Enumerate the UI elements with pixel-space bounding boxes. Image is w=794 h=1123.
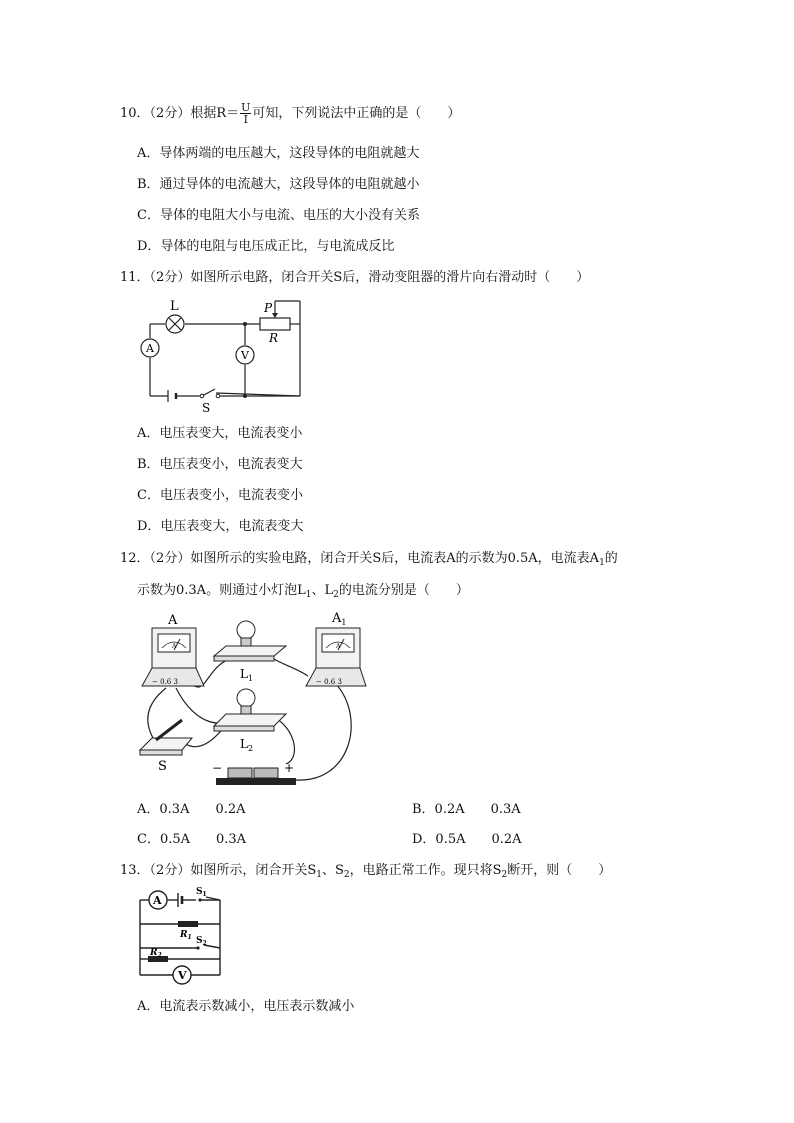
q12-stem-line1: 12．（2分）如图所示的实验电路，闭合开关S后，电流表A的示数为0.5A，电流表$A_1$的: [120, 551, 618, 568]
svg-text:− 0.6 3: − 0.6 3: [316, 678, 342, 686]
switch-s-label: S: [158, 759, 167, 774]
s2-label: $S_2$: [196, 936, 207, 947]
formula-fraction: $\frac{U}{I}$: [241, 101, 251, 126]
q10-option-b[interactable]: B．通过导体的电流越大，这段导体的电阻就越小: [137, 177, 420, 192]
q11-option-a[interactable]: A．电压表变大，电流表变小: [137, 426, 303, 441]
q11-circuit-diagram: [130, 296, 310, 416]
q11-option-d[interactable]: D．电压表变大，电流表变大: [137, 519, 304, 534]
ammeter-a1-label: $A_1$: [332, 611, 347, 627]
q11-option-c[interactable]: C．电压表变小，电流表变小: [137, 488, 303, 503]
battery-plus: +: [284, 761, 295, 775]
ammeter-label: A: [153, 894, 162, 907]
q11-option-b[interactable]: B．电压表变小，电流表变大: [137, 457, 303, 472]
q12-option-a[interactable]: A．0.3A 0.2A: [137, 802, 246, 817]
battery-minus: −: [212, 761, 223, 775]
q11-stem: 11．（2分）如图所示电路，闭合开关S后，滑动变阻器的滑片向右滑动时（ ）: [120, 270, 590, 285]
ammeter-a-label: A: [168, 613, 178, 628]
switch-label: S: [202, 401, 211, 415]
q12-stem-line2: 示数为0.3A。则通过小灯泡$L_1$、$L_2$的电流分别是（ ）: [137, 583, 469, 600]
voltmeter-label: V: [241, 349, 249, 362]
q12-option-c[interactable]: C．0.5A 0.3A: [137, 832, 247, 847]
q13-stem: 13．（2分）如图所示，闭合开关$S_1$、$S_2$，电路正常工作。现只将$S_2$断开，则（ ）: [120, 863, 612, 880]
q10-option-d[interactable]: D．导体的电阻与电压成正比，与电流成反比: [137, 239, 395, 254]
ammeter-a1: [306, 628, 366, 686]
q10-option-a[interactable]: A．导体两端的电压越大，这段导体的电阻就越大: [137, 146, 420, 161]
lamp-label: L: [170, 299, 179, 314]
q12-circuit-illustration: [136, 608, 366, 788]
r1-label: $R_1$: [180, 930, 192, 941]
q13-option-a[interactable]: A．电流表示数减小，电压表示数减小: [137, 999, 355, 1014]
svg-text:A: A: [172, 643, 177, 650]
svg-text:− 0.6 3: − 0.6 3: [152, 678, 178, 686]
r2-label: $R_2$: [150, 948, 162, 959]
svg-text:A: A: [336, 643, 341, 650]
ammeter-label: A: [146, 342, 154, 355]
q12-option-b[interactable]: B．0.2A 0.3A: [412, 802, 521, 817]
lamp-l1-label: $L_1$: [240, 667, 254, 683]
q12-option-d[interactable]: D．0.5A 0.2A: [412, 832, 522, 847]
lamp-l2-label: $L_2$: [240, 737, 254, 753]
lamp-l2: [214, 689, 286, 731]
s1-label: $S_1$: [196, 887, 207, 898]
q10-stem: 10．（2分）根据R＝ $\frac{U}{I}$ 可知，下列说法中正确的是（ ）: [120, 101, 461, 126]
slider-label: P: [264, 301, 273, 315]
q13-circuit-diagram: [140, 887, 230, 987]
lamp-l1: [214, 621, 286, 661]
q10-option-c[interactable]: C．导体的电阻大小与电流、电压的大小没有关系: [137, 208, 420, 223]
voltmeter-label: V: [178, 969, 187, 982]
ammeter-a: [142, 628, 204, 686]
rheostat-label: R: [269, 331, 279, 345]
